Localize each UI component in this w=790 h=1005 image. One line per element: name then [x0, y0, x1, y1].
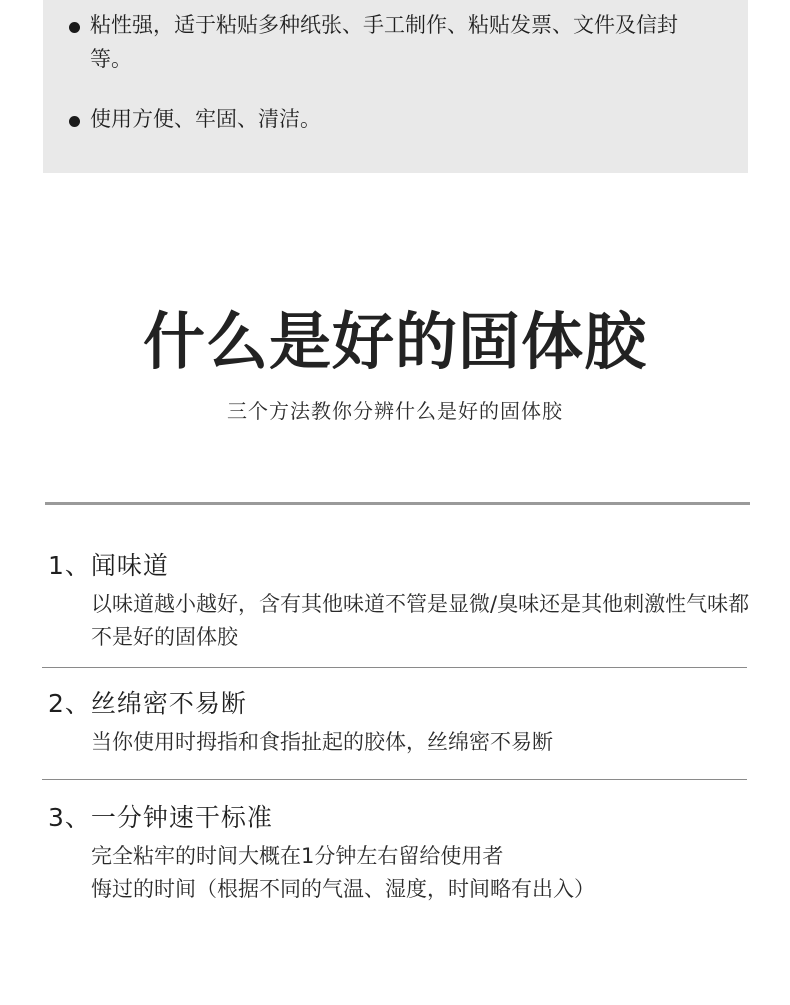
bullet-dot-icon: [69, 116, 80, 127]
page-title: 什么是好的固体胶: [142, 305, 647, 378]
method-item: [48, 800, 750, 906]
method-item: [48, 548, 750, 654]
method-title: 1、闻味道: [48, 551, 169, 580]
method-description: 当你使用时拇指和食指扯起的胶体，丝绵密不易断: [91, 730, 553, 754]
method-title: 2、丝绵密不易断: [48, 689, 247, 718]
divider: [42, 779, 747, 780]
feature-item: [69, 14, 690, 76]
feature-text: 使用方便、牢固、清洁。: [90, 107, 321, 131]
method-item: [48, 686, 750, 759]
feature-item: [69, 108, 690, 136]
page-subtitle: 三个方法教你分辨什么是好的固体胶: [227, 399, 563, 423]
method-description: 以味道越小越好，含有其他味道不管是显微/臭味还是其他刺激性气味都不是好的固体胶: [91, 592, 750, 649]
bullet-dot-icon: [69, 22, 80, 33]
method-description-line: 完全粘牢的时间大概在1分钟左右留给使用者: [91, 844, 504, 868]
feature-text: 粘性强，适于粘贴多种纸张、手工制作、粘贴发票、文件及信封等。: [90, 13, 678, 71]
method-description: [91, 840, 751, 906]
feature-box: [43, 0, 748, 173]
method-title: 3、一分钟速干标准: [48, 803, 273, 832]
section-divider: [45, 502, 750, 505]
method-description-line: 悔过的时间（根据不同的气温、湿度，时间略有出入）: [91, 877, 595, 901]
divider: [42, 667, 747, 668]
